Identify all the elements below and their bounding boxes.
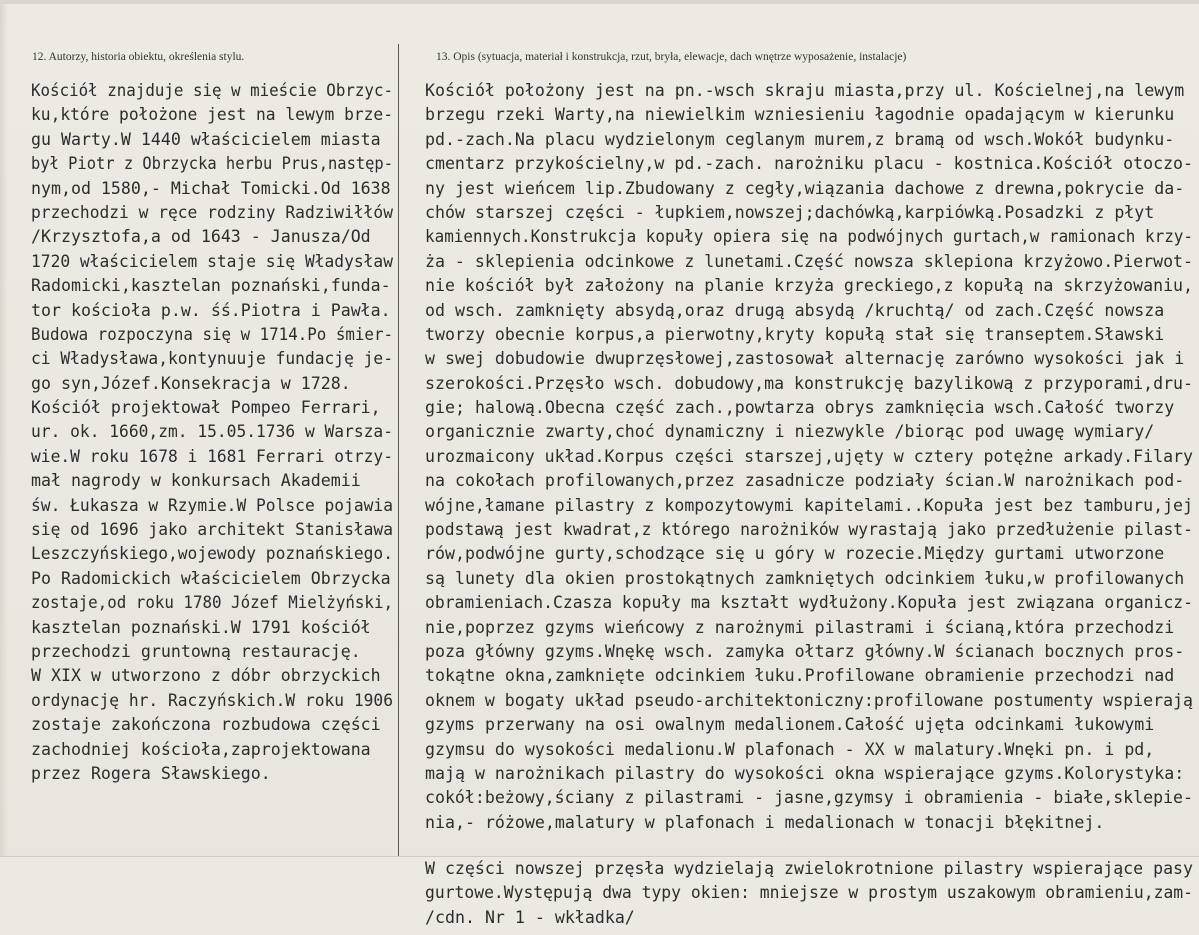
text-line: przechodzi gruntowną restaurację. bbox=[31, 641, 361, 661]
top-edge bbox=[0, 0, 1199, 4]
text-line: mał nagrody w konkursach Akademii bbox=[31, 471, 361, 491]
text-line: gu Warty.W 1440 właścicielem miasta bbox=[31, 129, 381, 149]
text-line: św. Łukasza w Rzymie.W Polsce pojawia bbox=[31, 495, 393, 515]
text-line: kasztelan poznański.W 1791 kościół bbox=[31, 617, 371, 637]
text-line: w swej dobudowie dwuprzęsłowej,zastosował alternację zarówno wysokości jak i bbox=[425, 349, 1185, 369]
text-line: przechodzi w ręce rodziny Radziwiłłów bbox=[31, 202, 393, 222]
text-line: urozmaicony układ.Korpus części starszej,ujęty w cztery potężne arkady.Filary bbox=[425, 446, 1193, 466]
text-line: zostaje zakończona rozbudowa części bbox=[31, 715, 381, 735]
text-line: organicznie zwarty,choć dynamiczny i niezwykle /biorąc pod uwagę wymiary/ bbox=[425, 422, 1155, 442]
text-line: /cdn. Nr 1 - wkładka/ bbox=[425, 907, 635, 927]
text-line: od wsch. zamknięty absydą,oraz drugą absydą /kruchtą/ od zach.Część nowsza bbox=[425, 300, 1165, 320]
text-line: cmentarz przykościelny,w pd.-zach. narożniku placu - kostnica.Kościół otoczo- bbox=[425, 154, 1193, 174]
text-line: tokątne okna,zamknięte odcinkiem łuku.Profilowane obramienie przechodzi nad bbox=[425, 666, 1175, 686]
text-line: /Krzysztofa,a od 1643 - Janusza/Od bbox=[31, 227, 371, 247]
text-line: rów,podwójne gurty,schodzące się u góry w rozecie.Między gurtami utworzone bbox=[425, 544, 1165, 564]
text-line: ordynację hr. Raczyńskich.W roku 1906 bbox=[31, 690, 393, 710]
text-line: wie.W roku 1678 i 1681 Ferrari otrzy- bbox=[31, 446, 393, 466]
text-line: kamiennych.Konstrukcja kopuły opiera się na podwójnych gurtach,w ramionach krzy- bbox=[425, 227, 1193, 247]
text-line: ur. ok. 1660,zm. 15.05.1736 w Warsza- bbox=[31, 422, 393, 442]
text-line: brzegu rzeki Warty,na niewielkim wzniesieniu łagodnie opadającym w kierunku bbox=[425, 105, 1175, 125]
text-line: mają w narożnikach pilastry do wysokości okna wspierające gzyms.Kolorystyka: bbox=[425, 763, 1185, 783]
text-line: nie,poprzez gzyms wieńcowy z narożnymi pilastrami i ścianą,która przechodzi bbox=[425, 617, 1175, 637]
text-line: pd.-zach.Na placu wydzielonym ceglanym murem,z bramą od wsch.Wokół budynku- bbox=[425, 129, 1175, 149]
text-line: chów starszej części - łupkiem,nowszej;dachówką,karpiówką.Posadzki z płyt bbox=[425, 202, 1155, 222]
text-line: gie; halową.Obecna część zach.,powtarza obrys zamknięcia wsch.Całość tworzy bbox=[425, 398, 1175, 418]
text-line: Po Radomickich właścicielem Obrzycka bbox=[31, 568, 391, 588]
text-line: obramieniach.Czasza kopuły ma kształt wydłużony.Kopuła jest związana organicz- bbox=[425, 593, 1193, 613]
text-line: Leszczyńskiego,wojewody poznańskiego. bbox=[31, 544, 393, 564]
text-line: tor kościoła p.w. śś.Piotra i Pawła. bbox=[31, 300, 391, 320]
text-line: Budowa rozpoczyna się w 1714.Po śmier- bbox=[31, 324, 393, 344]
text-line: podstawą jest kwadrat,z którego narożników wyrastają jako przedłużenie pilast- bbox=[425, 520, 1193, 540]
text-line: Kościół położony jest na pn.-wsch skraju miasta,przy ul. Kościelnej,na lewym bbox=[425, 81, 1185, 100]
text-line: Radomicki,kasztelan poznański,funda- bbox=[31, 276, 391, 296]
left-edge-shadow bbox=[0, 0, 8, 934]
section-13-header: 13. Opis (sytuacja, materiał i konstrukcja, rzut, bryła, elewacje, dach wnętrze wyposażenie, instalacje) bbox=[436, 51, 907, 63]
text-line: wójne,łamane pilastry z kompozytowymi kapitelami..Kopuła jest bez tamburu,jej bbox=[425, 495, 1193, 515]
text-line: się od 1696 jako architekt Stanisława bbox=[31, 520, 393, 540]
text-line: był Piotr z Obrzycka herbu Prus,następ- bbox=[31, 154, 393, 174]
text-line: oknem w bogaty układ pseudo-architektoniczny:profilowane postumenty wspierają bbox=[425, 690, 1193, 710]
text-line: ny jest wieńcem lip.Zbudowany z cegły,wiązania dachowe z drewna,pokrycie da- bbox=[425, 178, 1185, 198]
section-12-header: 12. Autorzy, historia obiektu, określenia stylu. bbox=[32, 51, 245, 63]
text-line: tworzy obecnie korpus,a pierwotny,kryty kopułą stał się transeptem.Sławski bbox=[425, 324, 1165, 344]
text-line: gzyms przerwany na osi owalnym medalionem.Całość ujęta odcinkami łukowymi bbox=[425, 715, 1155, 735]
text-line: ża - sklepienia odcinkowe z lunetami.Część nowsza sklepiona krzyżowo.Pierwot- bbox=[425, 251, 1193, 271]
text-line: ku,które położone jest na lewym brze- bbox=[31, 105, 393, 125]
text-line: przez Rogera Sławskiego. bbox=[31, 763, 271, 783]
text-line: nym,od 1580,- Michał Tomicki.Od 1638 bbox=[31, 178, 391, 198]
text-line: zachodniej kościoła,zaprojektowana bbox=[31, 739, 371, 759]
text-line: gurtowe.Występują dwa typy okien: mniejsze w prostym uszakowym obramieniu,zam- bbox=[425, 883, 1193, 903]
text-line: nie kościół był założony na planie krzyża greckiego,z kopułą na skrzyżowaniu, bbox=[425, 276, 1193, 296]
text-line: szerokości.Przęsło wsch. dobudowy,ma konstrukcję bazylikową z przyporami,dru- bbox=[425, 373, 1193, 393]
history-text-column bbox=[31, 79, 421, 786]
text-line: nia,- różowe,malatury w plafonach i medalionach w tonacji błękitnej. bbox=[425, 812, 1105, 832]
text-line: go syn,Józef.Konsekracja w 1728. bbox=[31, 373, 351, 393]
text-line: Kościół znajduje się w mieście Obrzyc- bbox=[31, 81, 393, 100]
text-line: cokół:beżowy,ściany z pilastrami - jasne,gzymsy i obramienia - białe,sklepie- bbox=[425, 788, 1193, 808]
text-line: 1720 właścicielem staje się Władysław bbox=[31, 251, 393, 271]
description-text-column bbox=[425, 79, 1199, 835]
text-line: zostaje,od roku 1780 Józef Mielżyński, bbox=[31, 593, 393, 613]
text-line: poza główny gzyms.Wnękę wsch. zamyka ołtarz główny.W ścianach bocznych pros- bbox=[425, 641, 1185, 661]
continuation-text bbox=[425, 857, 1199, 930]
text-line: na cokołach profilowanych,przez zasadnicze podziały ścian.W narożnikach pod- bbox=[425, 471, 1185, 491]
text-line: ci Władysława,kontynuuje fundację je- bbox=[31, 349, 393, 369]
text-line: W XIX w utworzono z dóbr obrzyckich bbox=[31, 666, 381, 686]
text-line: Kościół projektował Pompeo Ferrari, bbox=[31, 398, 381, 418]
text-line: W części nowszej przęsła wydzielają zwielokrotnione pilastry wspierające pasy bbox=[425, 859, 1193, 878]
text-line: są lunety dla okien prostokątnych zamkniętych odcinkiem łuku,w profilowanych bbox=[425, 568, 1185, 588]
text-line: gzymsu do wysokości medalionu.W plafonach - XX w malatury.Wnęki pn. i pd, bbox=[425, 739, 1155, 759]
